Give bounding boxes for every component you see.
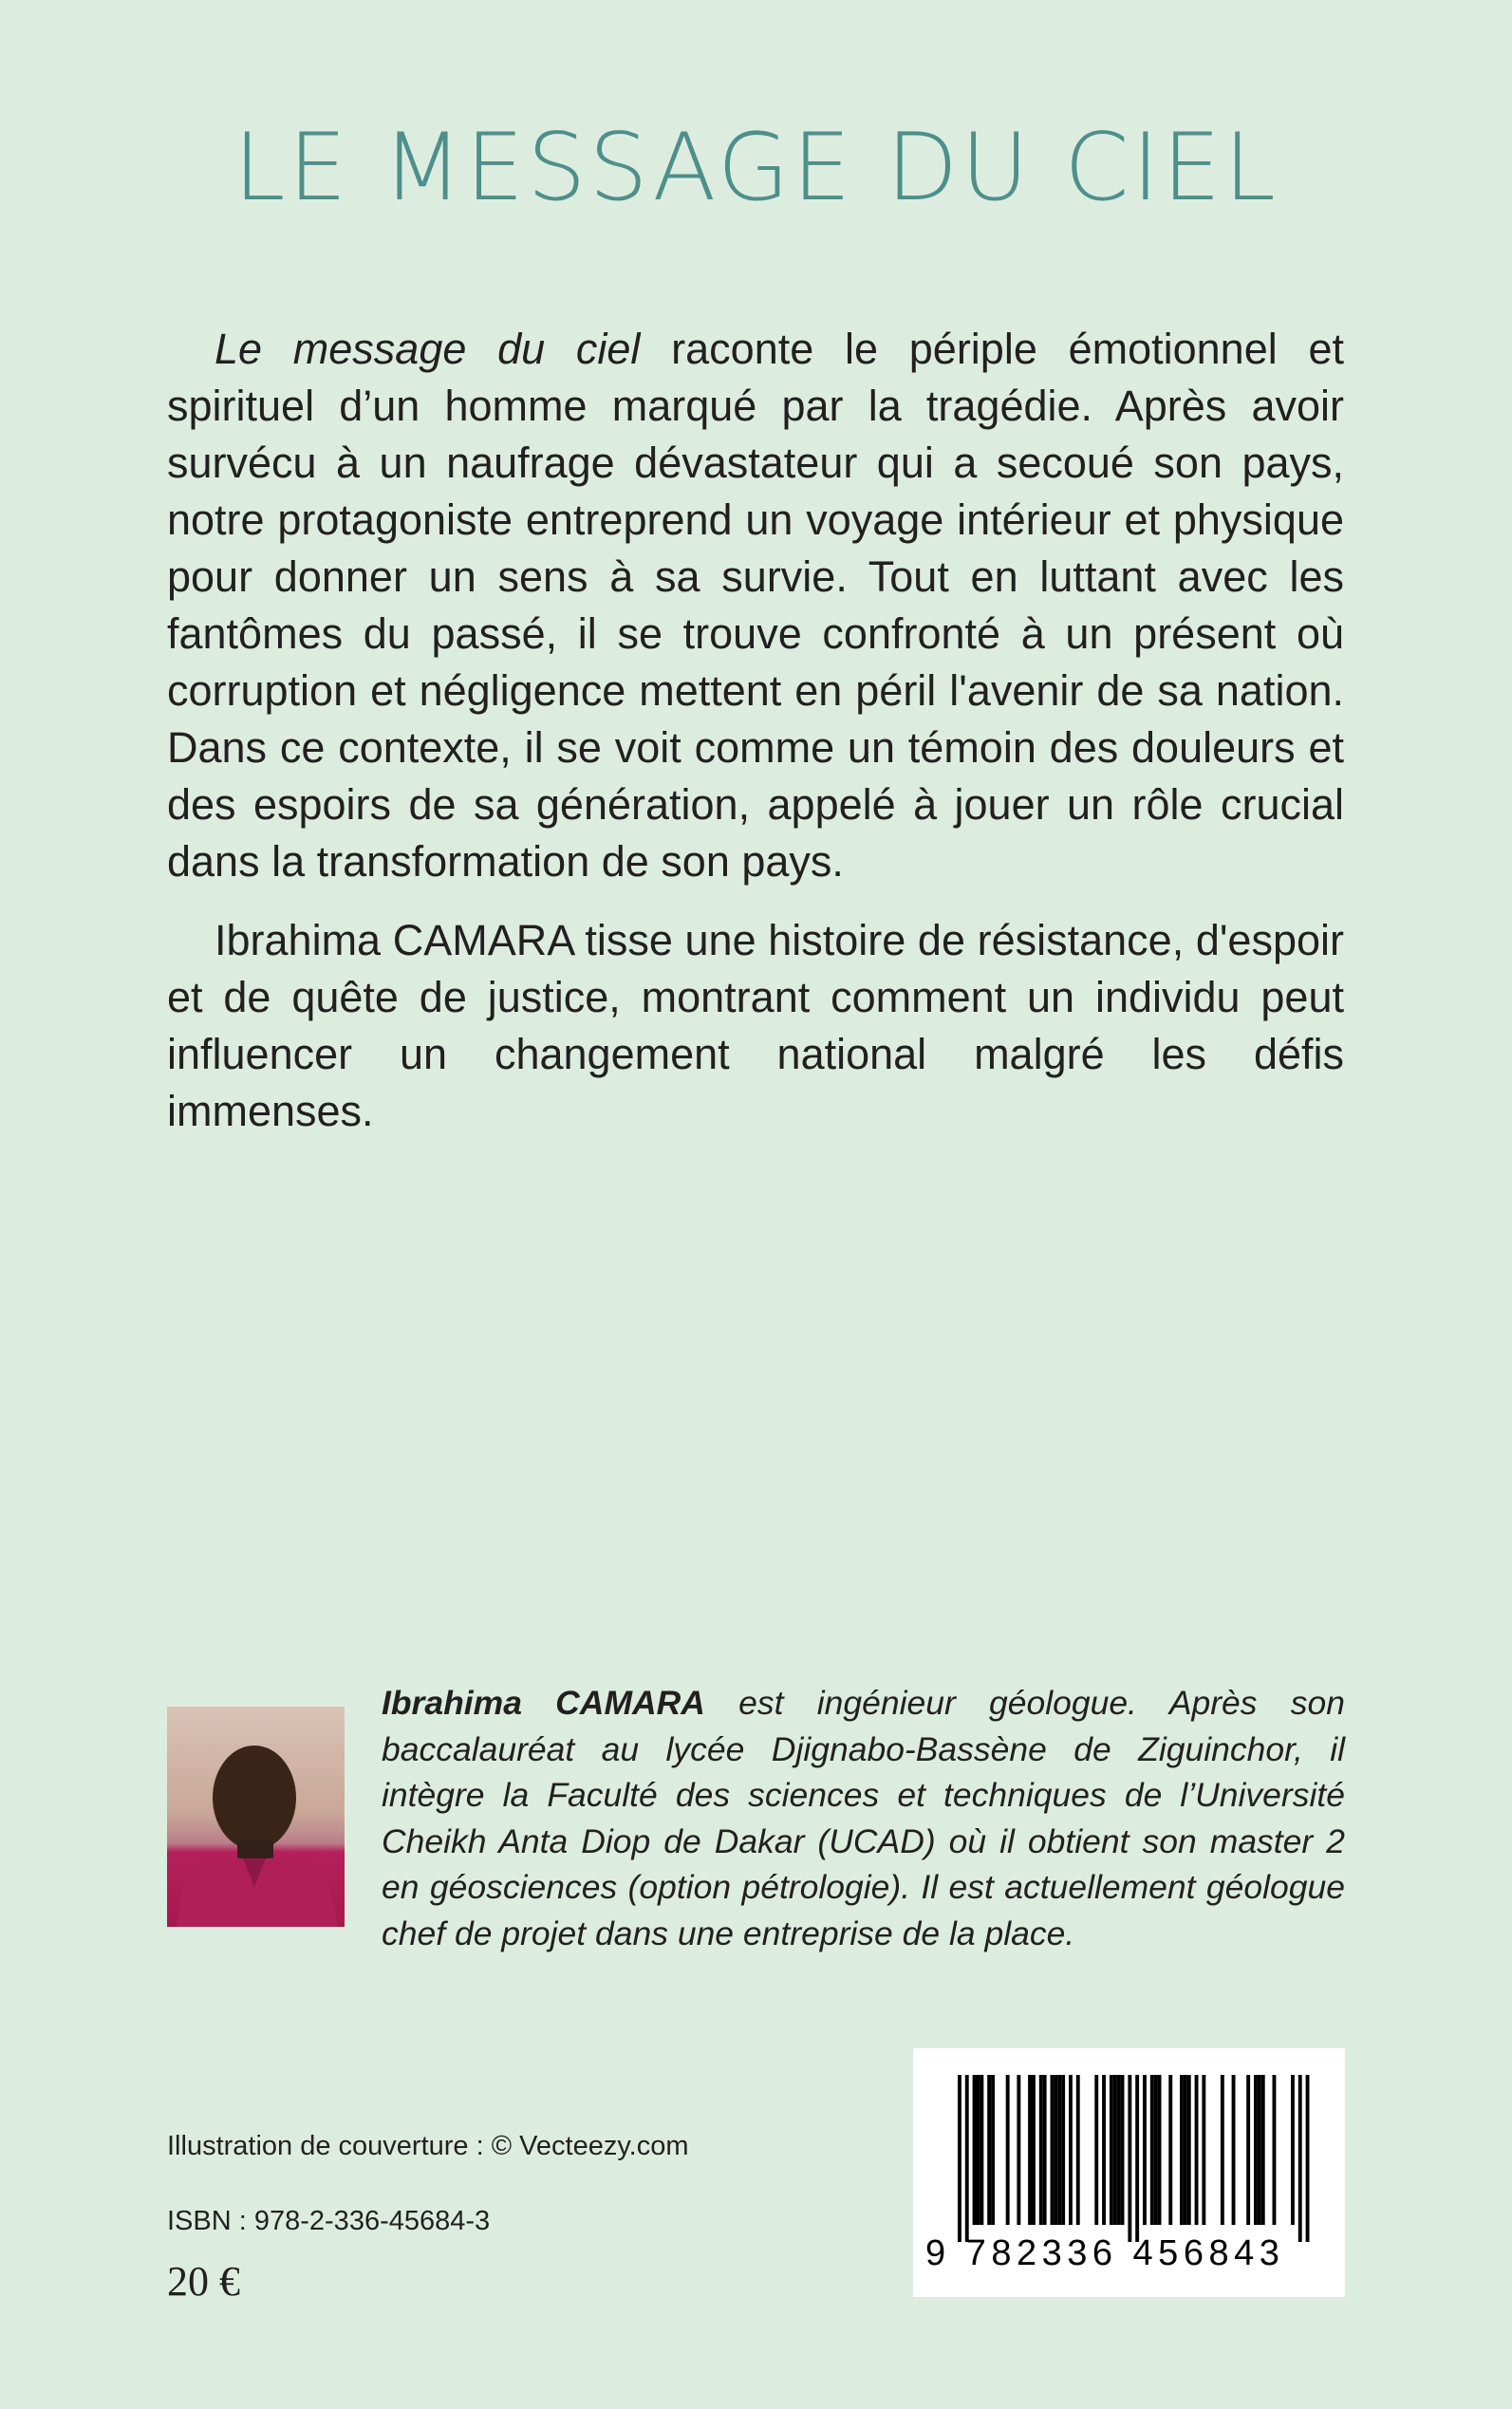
book-title-italic: Le message du ciel: [215, 325, 641, 373]
barcode-bar: [991, 2075, 995, 2225]
barcode-bar: [980, 2075, 983, 2225]
blurb-paragraph-2: Ibrahima CAMARA tisse une histoire de résistance, d'espoir et de quête de justice, montrant comment un individu peut influencer un changement national malgré les défis immenses.: [167, 916, 1344, 1135]
barcode-bar: [977, 2075, 980, 2225]
barcode-bar: [1221, 2075, 1224, 2225]
barcode-bar: [1143, 2075, 1147, 2225]
barcode-bar: [1158, 2075, 1162, 2225]
barcode-bar: [1298, 2075, 1302, 2242]
barcode-bar: [1254, 2075, 1258, 2225]
barcode-bar: [1017, 2075, 1020, 2225]
isbn: ISBN : 978-2-336-45684-3: [167, 2206, 491, 2236]
author-bio-text: [382, 1680, 1345, 1956]
barcode-bar: [1150, 2075, 1154, 2225]
barcode-bar: [1043, 2075, 1047, 2225]
price: 20 €: [167, 2258, 240, 2305]
barcode-bar: [1135, 2075, 1139, 2242]
barcode-bar: [1291, 2075, 1295, 2225]
barcode-bar: [1054, 2075, 1057, 2225]
barcode-bar: [965, 2075, 969, 2242]
cover-illustration-credit: Illustration de couverture : © Vecteezy.com: [167, 2131, 689, 2161]
barcode-bar: [1306, 2075, 1310, 2242]
barcode-bar: [1110, 2075, 1113, 2225]
barcode-bar: [1028, 2075, 1032, 2225]
blurb-paragraph-1-text: raconte le périple émotionnel et spirituel d’un homme marqué par la tragédie. Après avoir survécu à un naufrage dévastateur qui a secoué son pays, notre protagoniste entreprend un voyage intérieur et physique pour donner un sens à sa survie. Tout en luttant avec les fantômes du passé, il se trouve confronté à un présent où corruption et négligence mettent en péril l'avenir de sa nation. Dans ce contexte, il se voit comme un témoin des douleurs et des espoirs de sa génération, appelé à jouer un rôle crucial dans la transformation de son pays.: [167, 325, 1344, 886]
barcode-bar: [1069, 2075, 1073, 2225]
barcode-bar: [1061, 2075, 1065, 2225]
barcode-bar: [1246, 2075, 1250, 2225]
author-bio-body: est ingénieur géologue. Après son baccalauréat au lycée Djignabo-Bassène de Ziguinchor, il intègre la Faculté des sciences et techniques de l’Université Cheikh Anta Diop de Dakar (UCAD) où il obtient son master 2 en géosciences (option pétrologie). Il est actuellement géologue chef de projet dans une entreprise de la place.: [382, 1684, 1345, 1952]
barcode-bar: [1258, 2075, 1261, 2225]
barcode-bar: [973, 2075, 977, 2225]
barcode-bar: [1102, 2075, 1106, 2225]
barcode-bar: [987, 2075, 991, 2225]
barcode-bar: [1273, 2075, 1277, 2225]
barcode-bar: [1032, 2075, 1036, 2225]
author-name: Ibrahima CAMARA: [382, 1684, 705, 1722]
barcode-bar: [1180, 2075, 1184, 2225]
barcode-bar: [1154, 2075, 1158, 2225]
barcode-bar: [1232, 2075, 1236, 2225]
barcode-bar: [1184, 2075, 1187, 2225]
barcode-bar: [1195, 2075, 1199, 2225]
barcode-bar: [1076, 2075, 1080, 2225]
back-cover-blurb: [167, 321, 1344, 1162]
barcode-bar: [1006, 2075, 1010, 2225]
barcode-bar: [1261, 2075, 1265, 2225]
barcode-bar: [1117, 2075, 1121, 2225]
barcode-bar: [1168, 2075, 1172, 2225]
author-bio-section: [167, 1680, 1344, 1955]
book-title: LE MESSAGE DU CIEL: [233, 114, 1279, 222]
author-photo: [167, 1707, 345, 1927]
barcode-bar: [1057, 2075, 1061, 2225]
barcode-bar: [1039, 2075, 1043, 2225]
barcode-bar: [1113, 2075, 1117, 2225]
barcode-bar: [1128, 2075, 1131, 2242]
barcode-bar: [1202, 2075, 1205, 2225]
barcode-bar: [1121, 2075, 1125, 2225]
blurb-paragraph-1: [167, 321, 1344, 890]
barcode-digits: 9 782336 456843: [925, 2233, 1285, 2273]
barcode-bar: [1051, 2075, 1055, 2225]
barcode-bar: [1187, 2075, 1191, 2225]
barcode-bar: [958, 2075, 961, 2242]
barcode: [913, 2048, 1345, 2297]
barcode-bar: [1094, 2075, 1098, 2225]
